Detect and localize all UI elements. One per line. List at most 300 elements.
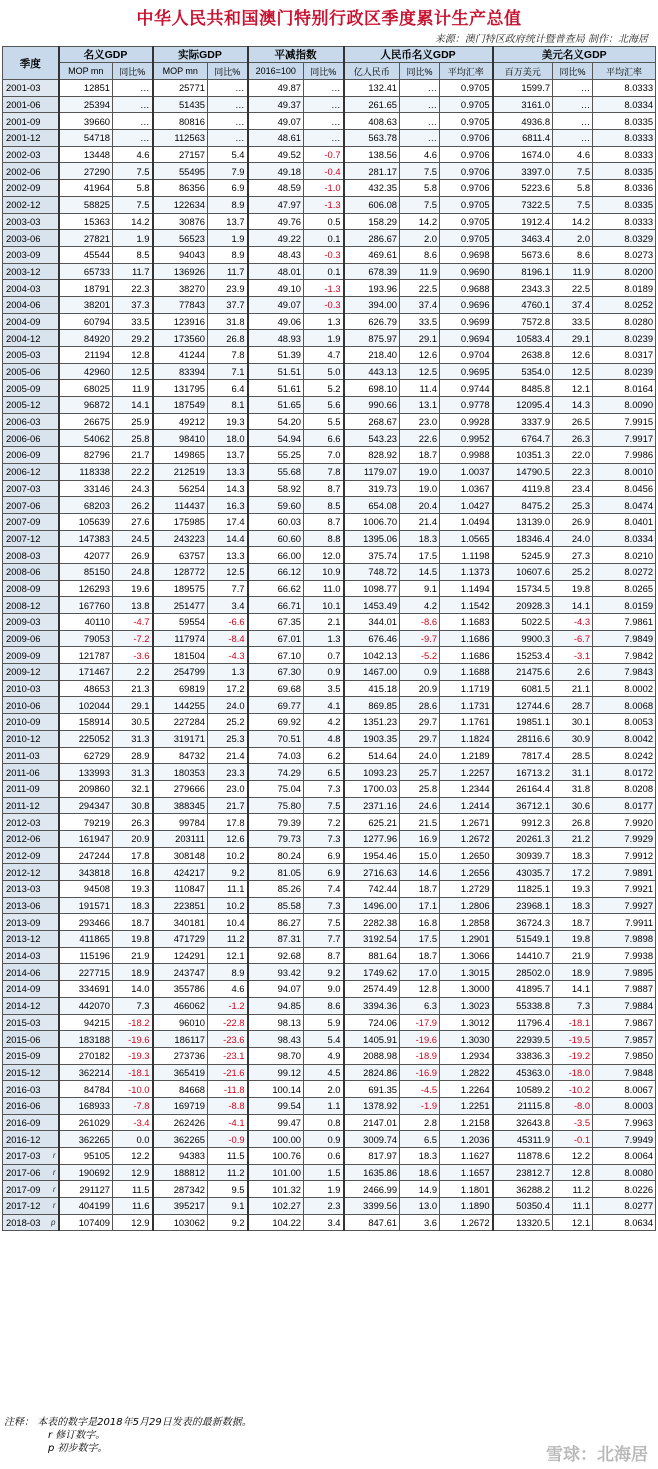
subheader: 同比%: [113, 63, 153, 80]
value-cell: 193.96: [344, 280, 400, 297]
value-cell: -1.2: [208, 997, 248, 1014]
table-row: [3, 1164, 656, 1181]
value-cell: 7.8: [304, 463, 344, 480]
quarter-label: 2009-09: [6, 649, 41, 661]
value-cell: 32.1: [113, 780, 153, 797]
value-cell: …: [304, 96, 344, 113]
quarter-cell: [3, 697, 59, 714]
value-cell: 45311.9: [493, 1131, 553, 1148]
value-cell: 5.8: [553, 180, 593, 197]
table-row: [3, 981, 656, 998]
value-cell: 1.0037: [440, 463, 493, 480]
table-row: [3, 797, 656, 814]
value-cell: 7.9921: [593, 881, 656, 898]
value-cell: 45363.0: [493, 1064, 553, 1081]
value-cell: 7.8: [208, 347, 248, 364]
value-cell: 105639: [59, 513, 113, 530]
value-cell: -3.6: [113, 647, 153, 664]
value-cell: …: [553, 130, 593, 147]
note-date: 注释： 本表的数字是2018年5月29日发表的最新数据。: [4, 1417, 252, 1428]
table-row: [3, 881, 656, 898]
quarter-cell: [3, 897, 59, 914]
value-cell: 1277.96: [344, 830, 400, 847]
value-cell: 4936.8: [493, 113, 553, 130]
quarter-label: 2009-12: [6, 666, 41, 678]
value-cell: 26.9: [113, 547, 153, 564]
value-cell: 19.6: [113, 580, 153, 597]
value-cell: -18.9: [400, 1047, 440, 1064]
value-cell: 218.40: [344, 347, 400, 364]
value-cell: 45544: [59, 246, 113, 263]
value-cell: 10.4: [208, 914, 248, 931]
value-cell: 18.3: [400, 1148, 440, 1165]
table-row: [3, 213, 656, 230]
value-cell: …: [304, 80, 344, 97]
value-cell: 51.65: [248, 397, 304, 414]
value-cell: 21.4: [208, 747, 248, 764]
value-cell: 186117: [153, 1031, 208, 1048]
value-cell: 98410: [153, 430, 208, 447]
quarter-cell: [3, 1214, 59, 1231]
value-cell: 8.0067: [593, 1081, 656, 1098]
value-cell: -0.1: [553, 1131, 593, 1148]
value-cell: 625.21: [344, 814, 400, 831]
value-cell: 18791: [59, 280, 113, 297]
value-cell: …: [553, 80, 593, 97]
value-cell: 8.0265: [593, 580, 656, 597]
quarter-label: 2009-06: [6, 633, 41, 645]
value-cell: 8.0053: [593, 714, 656, 731]
value-cell: …: [208, 130, 248, 147]
value-cell: 29.7: [400, 714, 440, 731]
quarter-label: 2001-12: [6, 132, 41, 144]
value-cell: 8.9: [208, 964, 248, 981]
quarter-label: 2002-06: [6, 165, 41, 177]
value-cell: 4.1: [304, 697, 344, 714]
value-cell: 54.94: [248, 430, 304, 447]
table-row: [3, 1214, 656, 1231]
value-cell: 8.0068: [593, 697, 656, 714]
value-cell: 1.3023: [440, 997, 493, 1014]
table-row: [3, 80, 656, 97]
value-cell: 7.9: [208, 163, 248, 180]
value-cell: 12.6: [208, 830, 248, 847]
quarter-label: 2006-09: [6, 449, 41, 461]
value-cell: 5022.5: [493, 614, 553, 631]
value-cell: 7.3: [553, 997, 593, 1014]
revision-mark: r: [52, 1168, 56, 1178]
value-cell: 98.43: [248, 1031, 304, 1048]
value-cell: 79053: [59, 630, 113, 647]
quarter-cell: [3, 1198, 59, 1215]
value-cell: -18.0: [553, 1064, 593, 1081]
value-cell: 14790.5: [493, 463, 553, 480]
quarter-label: 2003-09: [6, 249, 41, 261]
value-cell: 4.6: [400, 146, 440, 163]
value-cell: 29.1: [400, 330, 440, 347]
value-cell: 21.9: [553, 947, 593, 964]
quarter-label: 2014-06: [6, 966, 41, 978]
value-cell: 375.74: [344, 547, 400, 564]
value-cell: 101.32: [248, 1181, 304, 1198]
value-cell: 92.68: [248, 947, 304, 964]
value-cell: -19.5: [553, 1031, 593, 1048]
value-cell: 8.0335: [593, 196, 656, 213]
value-cell: 175985: [153, 513, 208, 530]
value-cell: 84784: [59, 1081, 113, 1098]
value-cell: 21.1: [553, 680, 593, 697]
value-cell: 25.8: [400, 780, 440, 797]
value-cell: 2.3: [304, 1198, 344, 1215]
value-cell: 0.5: [304, 213, 344, 230]
value-cell: 75.80: [248, 797, 304, 814]
value-cell: 7.9920: [593, 814, 656, 831]
subheader: 同比%: [208, 63, 248, 80]
value-cell: 51.61: [248, 380, 304, 397]
value-cell: 4.9: [304, 1047, 344, 1064]
value-cell: 1395.06: [344, 530, 400, 547]
value-cell: 0.9778: [440, 397, 493, 414]
value-cell: 8.0334: [593, 530, 656, 547]
value-cell: 7.5: [553, 163, 593, 180]
value-cell: 654.08: [344, 497, 400, 514]
table-row: [3, 246, 656, 263]
value-cell: -4.7: [113, 614, 153, 631]
value-cell: 18.7: [400, 947, 440, 964]
value-cell: -19.6: [400, 1031, 440, 1048]
value-cell: 37.4: [553, 296, 593, 313]
value-cell: 1.2822: [440, 1064, 493, 1081]
quarter-cell: [3, 213, 59, 230]
value-cell: 20928.3: [493, 597, 553, 614]
value-cell: 48.43: [248, 246, 304, 263]
value-cell: 94.07: [248, 981, 304, 998]
value-cell: 42077: [59, 547, 113, 564]
value-cell: 26.2: [113, 497, 153, 514]
value-cell: 1.2344: [440, 780, 493, 797]
value-cell: 80816: [153, 113, 208, 130]
value-cell: 187549: [153, 397, 208, 414]
value-cell: 5.2: [304, 380, 344, 397]
quarter-label: 2017-12: [6, 1200, 41, 1212]
value-cell: 1.9: [304, 1181, 344, 1198]
value-cell: 223851: [153, 897, 208, 914]
value-cell: 319171: [153, 730, 208, 747]
quarter-label: 2013-06: [6, 900, 41, 912]
value-cell: 262426: [153, 1114, 208, 1131]
quarter-label: 2007-03: [6, 482, 41, 494]
value-cell: 99.54: [248, 1097, 304, 1114]
value-cell: 2.8: [400, 1114, 440, 1131]
value-cell: 1453.49: [344, 597, 400, 614]
table-row: [3, 864, 656, 881]
value-cell: 3463.4: [493, 230, 553, 247]
value-cell: 23.9: [208, 280, 248, 297]
value-cell: 8.7: [304, 513, 344, 530]
value-cell: …: [208, 113, 248, 130]
value-cell: 8485.8: [493, 380, 553, 397]
quarter-label: 2001-03: [6, 82, 41, 94]
value-cell: 48.01: [248, 263, 304, 280]
value-cell: 11.1: [553, 1198, 593, 1215]
value-cell: 8.0177: [593, 797, 656, 814]
value-cell: 49.18: [248, 163, 304, 180]
quarter-cell: [3, 664, 59, 681]
value-cell: 30.9: [553, 730, 593, 747]
value-cell: 9.0: [304, 981, 344, 998]
value-cell: 18.7: [400, 881, 440, 898]
value-cell: 11.1: [208, 881, 248, 898]
value-cell: 39660: [59, 113, 113, 130]
value-cell: 74.03: [248, 747, 304, 764]
quarter-label: 2012-06: [6, 833, 41, 845]
value-cell: 161947: [59, 830, 113, 847]
value-cell: 1.2934: [440, 1047, 493, 1064]
value-cell: 33.5: [113, 313, 153, 330]
value-cell: 11.6: [113, 1198, 153, 1215]
value-cell: 724.06: [344, 1014, 400, 1031]
value-cell: 3397.0: [493, 163, 553, 180]
value-cell: 0.9988: [440, 447, 493, 464]
value-cell: 49.37: [248, 96, 304, 113]
quarter-cell: [3, 180, 59, 197]
quarter-label: 2004-09: [6, 315, 41, 327]
value-cell: 17.5: [400, 931, 440, 948]
value-cell: 98.13: [248, 1014, 304, 1031]
value-cell: 227284: [153, 714, 208, 731]
quarter-label: 2013-09: [6, 916, 41, 928]
value-cell: 2.0: [553, 230, 593, 247]
value-cell: 8.0239: [593, 363, 656, 380]
value-cell: 2638.8: [493, 347, 553, 364]
value-cell: 62729: [59, 747, 113, 764]
quarter-label: 2005-12: [6, 399, 41, 411]
value-cell: 0.9699: [440, 313, 493, 330]
value-cell: 1.1627: [440, 1148, 493, 1165]
value-cell: 14.2: [400, 213, 440, 230]
value-cell: 94043: [153, 246, 208, 263]
value-cell: 11878.6: [493, 1148, 553, 1165]
value-cell: 8.6: [304, 997, 344, 1014]
value-cell: 147383: [59, 530, 113, 547]
quarter-cell: [3, 647, 59, 664]
quarter-cell: [3, 280, 59, 297]
table-row: [3, 764, 656, 781]
source-note: 来源：澳门特区政府统计暨普查局 制作：北海居: [434, 34, 648, 45]
value-cell: 16.9: [400, 830, 440, 847]
value-cell: 8.0329: [593, 230, 656, 247]
note-revised: r 修订数字。: [48, 1430, 106, 1441]
value-cell: 742.44: [344, 881, 400, 898]
value-cell: 212519: [153, 463, 208, 480]
value-cell: 626.79: [344, 313, 400, 330]
value-cell: 3192.54: [344, 931, 400, 948]
value-cell: 7.9895: [593, 964, 656, 981]
value-cell: 8.7: [304, 947, 344, 964]
value-cell: 1.0565: [440, 530, 493, 547]
value-cell: 7.9911: [593, 914, 656, 931]
value-cell: 1.3: [304, 313, 344, 330]
value-cell: 5673.6: [493, 246, 553, 263]
value-cell: 15.0: [400, 847, 440, 864]
value-cell: 6.9: [304, 864, 344, 881]
table-row: [3, 330, 656, 347]
value-cell: 49.07: [248, 296, 304, 313]
quarter-cell: [3, 1148, 59, 1165]
value-cell: 1.2189: [440, 747, 493, 764]
table-row: [3, 1131, 656, 1148]
value-cell: …: [400, 96, 440, 113]
value-cell: 124291: [153, 947, 208, 964]
quarter-cell: [3, 1014, 59, 1031]
value-cell: …: [304, 130, 344, 147]
value-cell: 18.9: [113, 964, 153, 981]
value-cell: 2.6: [553, 664, 593, 681]
value-cell: 21.7: [113, 447, 153, 464]
value-cell: 70.51: [248, 730, 304, 747]
value-cell: 5.6: [304, 397, 344, 414]
value-cell: 411865: [59, 931, 113, 948]
quarter-cell: [3, 96, 59, 113]
value-cell: 3399.56: [344, 1198, 400, 1215]
value-cell: 3009.74: [344, 1131, 400, 1148]
header-quarter: 季度: [3, 47, 59, 80]
table-row: [3, 146, 656, 163]
value-cell: 7.9912: [593, 847, 656, 864]
value-cell: 8.1: [208, 397, 248, 414]
value-cell: 7.9898: [593, 931, 656, 948]
value-cell: 9.1: [208, 1198, 248, 1215]
value-cell: 27.3: [553, 547, 593, 564]
value-cell: 24.0: [400, 747, 440, 764]
table-row: [3, 1114, 656, 1131]
value-cell: 6.5: [400, 1131, 440, 1148]
value-cell: 87.31: [248, 931, 304, 948]
value-cell: 17.8: [208, 814, 248, 831]
value-cell: 63757: [153, 547, 208, 564]
value-cell: 41895.7: [493, 981, 553, 998]
value-cell: 11.9: [553, 263, 593, 280]
value-cell: 8.6: [553, 246, 593, 263]
value-cell: 7.9842: [593, 647, 656, 664]
value-cell: 18.0: [208, 430, 248, 447]
value-cell: 2343.3: [493, 280, 553, 297]
value-cell: 85.58: [248, 897, 304, 914]
quarter-label: 2001-09: [6, 115, 41, 127]
value-cell: 6.6: [304, 430, 344, 447]
value-cell: 100.76: [248, 1148, 304, 1165]
value-cell: 8.0064: [593, 1148, 656, 1165]
value-cell: 30.6: [553, 797, 593, 814]
value-cell: 11.7: [208, 263, 248, 280]
value-cell: 469.61: [344, 246, 400, 263]
value-cell: 50350.4: [493, 1198, 553, 1215]
table-row: [3, 196, 656, 213]
value-cell: 49.06: [248, 313, 304, 330]
quarter-label: 2003-12: [6, 265, 41, 277]
value-cell: 6.3: [400, 997, 440, 1014]
value-cell: 25.2: [553, 563, 593, 580]
value-cell: 9.1: [400, 580, 440, 597]
value-cell: 21475.6: [493, 664, 553, 681]
value-cell: 49.10: [248, 280, 304, 297]
value-cell: 7.3: [113, 997, 153, 1014]
value-cell: 10351.3: [493, 447, 553, 464]
value-cell: 8.0003: [593, 1097, 656, 1114]
value-cell: 7.3: [304, 780, 344, 797]
value-cell: 69.92: [248, 714, 304, 731]
quarter-cell: [3, 563, 59, 580]
value-cell: 138.56: [344, 146, 400, 163]
quarter-label: 2015-03: [6, 1016, 41, 1028]
value-cell: -21.6: [208, 1064, 248, 1081]
value-cell: 6.2: [304, 747, 344, 764]
quarter-label: 2013-03: [6, 883, 41, 895]
value-cell: 1.1731: [440, 697, 493, 714]
value-cell: 126293: [59, 580, 113, 597]
table-row: [3, 96, 656, 113]
value-cell: -1.3: [304, 196, 344, 213]
value-cell: 0.9706: [440, 146, 493, 163]
value-cell: 7.7: [208, 580, 248, 597]
value-cell: 12095.4: [493, 397, 553, 414]
value-cell: 12.6: [553, 347, 593, 364]
value-cell: 74.29: [248, 764, 304, 781]
value-cell: 42960: [59, 363, 113, 380]
value-cell: 6081.5: [493, 680, 553, 697]
value-cell: 12.9: [113, 1164, 153, 1181]
quarter-label: 2001-06: [6, 99, 41, 111]
value-cell: 136926: [153, 263, 208, 280]
value-cell: -11.8: [208, 1081, 248, 1098]
value-cell: 1.2806: [440, 897, 493, 914]
value-cell: 8.0010: [593, 463, 656, 480]
value-cell: 8.0208: [593, 780, 656, 797]
value-cell: 18.3: [400, 530, 440, 547]
value-cell: 13.8: [113, 597, 153, 614]
value-cell: 2.2: [113, 664, 153, 681]
quarter-cell: [3, 614, 59, 631]
value-cell: 362214: [59, 1064, 113, 1081]
quarter-label: 2014-12: [6, 1000, 41, 1012]
table-row: [3, 897, 656, 914]
value-cell: 8.0335: [593, 163, 656, 180]
value-cell: 33836.3: [493, 1047, 553, 1064]
value-cell: 287342: [153, 1181, 208, 1198]
value-cell: 51.51: [248, 363, 304, 380]
value-cell: 14.3: [208, 480, 248, 497]
value-cell: 48.59: [248, 180, 304, 197]
value-cell: 25771: [153, 80, 208, 97]
value-cell: 14.0: [113, 981, 153, 998]
quarter-label: 2005-03: [6, 349, 41, 361]
value-cell: 30.1: [553, 714, 593, 731]
value-cell: 0.9706: [440, 163, 493, 180]
value-cell: 96872: [59, 397, 113, 414]
value-cell: 84732: [153, 747, 208, 764]
value-cell: 16.3: [208, 497, 248, 514]
table-row: [3, 780, 656, 797]
value-cell: 2574.49: [344, 981, 400, 998]
value-cell: 94508: [59, 881, 113, 898]
value-cell: 1.2656: [440, 864, 493, 881]
value-cell: 8.0277: [593, 1198, 656, 1215]
value-cell: 18.7: [400, 447, 440, 464]
table-row: [3, 230, 656, 247]
value-cell: 17.5: [400, 547, 440, 564]
value-cell: 168933: [59, 1097, 113, 1114]
value-cell: 395217: [153, 1198, 208, 1215]
